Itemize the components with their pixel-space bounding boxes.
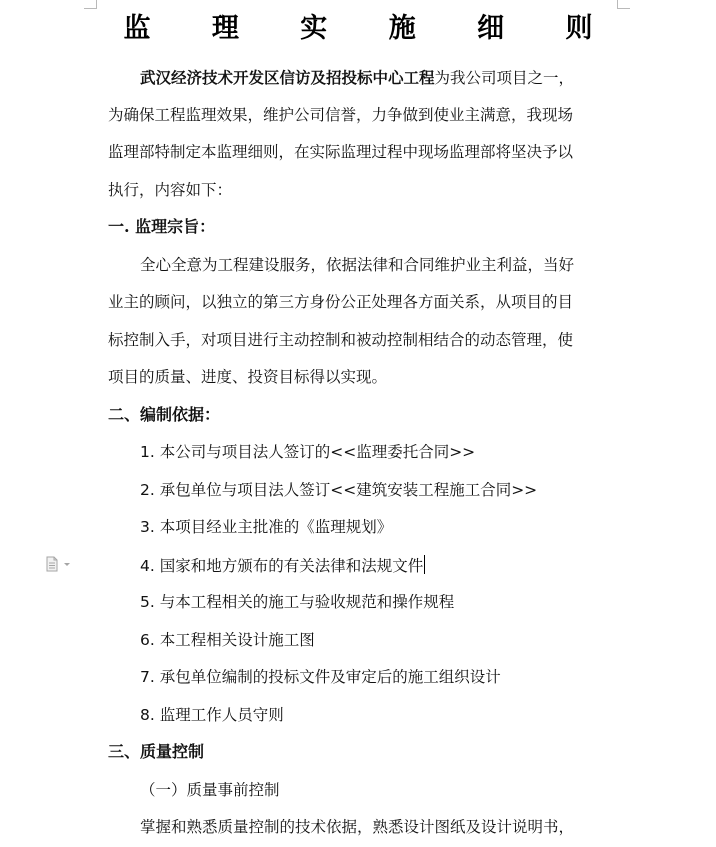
intro-line-2: 为确保工程监理效果，维护公司信誉，力争做到使业主满意，我现场 bbox=[108, 106, 574, 124]
basis-list-item: 6. 本工程相关设计施工图 bbox=[140, 631, 315, 649]
section-heading-quality: 三、质量控制 bbox=[108, 742, 205, 761]
quality-line: 掌握和熟悉质量控制的技术依据，熟悉设计图纸及设计说明书， bbox=[140, 818, 575, 836]
text-cursor bbox=[424, 555, 425, 574]
paragraph-menu-icon[interactable] bbox=[46, 556, 74, 576]
basis-list-item: 1. 本公司与项目法人签订的<<监理委托合同>> bbox=[140, 443, 476, 461]
intro-line-1 bbox=[140, 68, 574, 88]
section-heading-basis: 二、编制依据： bbox=[108, 405, 221, 424]
purpose-line: 项目的质量、进度、投资目标得以实现。 bbox=[108, 368, 388, 386]
basis-list-item: 7. 承包单位编制的投标文件及审定后的施工组织设计 bbox=[140, 668, 501, 686]
basis-list-item: 4. 国家和地方颁布的有关法律和法规文件 bbox=[140, 557, 424, 575]
purpose-line: 全心全意为工程建设服务，依据法律和合同维护业主利益，当好 bbox=[140, 256, 575, 274]
project-name: 武汉经济技术开发区信访及招投标中心工程 bbox=[140, 69, 435, 87]
intro-line-1-rest: 为我公司项目之一， bbox=[434, 69, 575, 87]
purpose-line: 业主的顾问，以独立的第三方身份公正处理各方面关系，从项目的目 bbox=[108, 293, 574, 311]
purpose-line: 标控制入手，对项目进行主动控制和被动控制相结合的动态管理，使 bbox=[108, 331, 574, 349]
basis-list-item: 5. 与本工程相关的施工与验收规范和操作规程 bbox=[140, 593, 455, 611]
intro-line-3: 监理部特制定本监理细则，在实际监理过程中现场监理部将坚决予以 bbox=[108, 143, 574, 161]
basis-list-item: 3. 本项目经业主批准的《监理规划》 bbox=[140, 518, 393, 536]
basis-list-item: 2. 承包单位与项目法人签订<<建筑安装工程施工合同>> bbox=[140, 481, 538, 499]
quality-subheading: （一）质量事前控制 bbox=[140, 781, 280, 799]
intro-line-4: 执行，内容如下： bbox=[108, 181, 233, 199]
section-heading-purpose: 一. 监理宗旨： bbox=[108, 217, 216, 236]
basis-list-item-with-cursor[interactable] bbox=[140, 555, 425, 576]
document-title: 监 理 实 施 细 则 bbox=[123, 13, 619, 44]
basis-list-item: 8. 监理工作人员守则 bbox=[140, 706, 284, 724]
